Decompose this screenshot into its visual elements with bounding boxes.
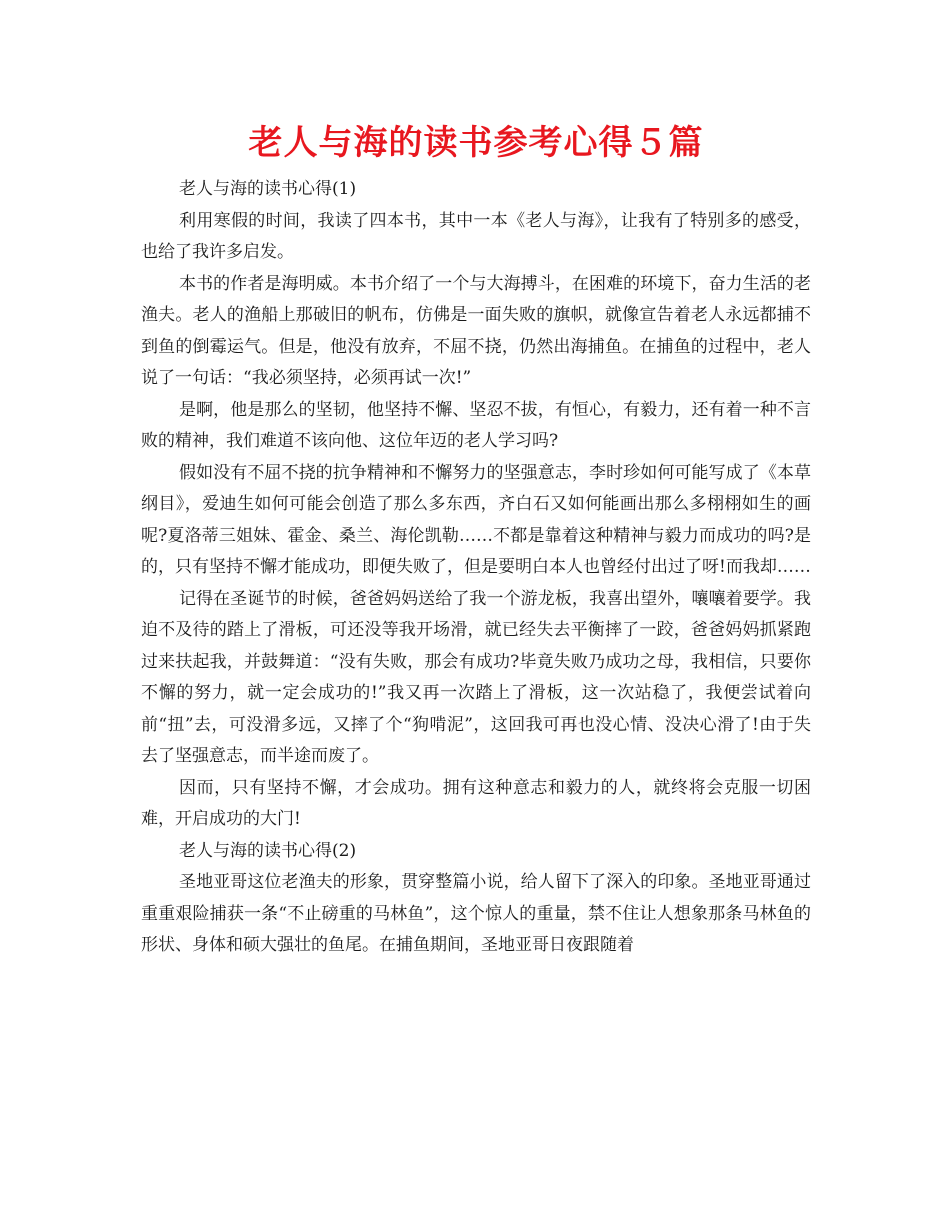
paragraph: 利用寒假的时间，我读了四本书，其中一本《老人与海》，让我有了特别多的感受，也给了我许多启发。	[141, 210, 811, 262]
paragraph: 是啊，他是那么的坚韧，他坚持不懈、坚忍不拔，有恒心，有毅力，还有着一种不言败的精神，我们难道不该向他、这位年迈的老人学习吗?	[141, 399, 811, 451]
paragraph: 因而，只有坚持不懈，才会成功。拥有这种意志和毅力的人，就终将会克服一切困难，开启成功的大门!	[141, 777, 811, 829]
paragraph: 圣地亚哥这位老渔夫的形象，贯穿整篇小说，给人留下了深入的印象。圣地亚哥通过重重艰险捕获一条“不止磅重的马林鱼”，这个惊人的重量，禁不住让人想象那条马林鱼的形状、身体和硕大强壮的鱼尾。在捕鱼期间，圣地亚哥日夜跟随着	[141, 872, 811, 955]
paragraph: 本书的作者是海明威。本书介绍了一个与大海搏斗，在困难的环境下，奋力生活的老渔夫。老人的渔船上那破旧的帆布，仿佛是一面失败的旗帜，就像宣告着老人永远都捕不到鱼的倒霉运气。但是，他没有放弃，不屈不挠，仍然出海捕鱼。在捕鱼的过程中，老人说了一句话：“我必须坚持，必须再试一次!”	[141, 273, 811, 388]
paragraph: 假如没有不屈不挠的抗争精神和不懈努力的坚强意志，李时珍如何可能写成了《本草纲目》，爱迪生如何可能会创造了那么多东西，齐白石又如何能画出那么多栩栩如生的画呢?夏洛蒂三姐妹、霍金、桑兰、海伦凯勒……不都是靠着这种精神与毅力而成功的吗?是的，只有坚持不懈才能成功，即便失败了，但是要明白本人也曾经付出过了呀!而我却……	[141, 462, 811, 577]
section-heading-1: 老人与海的读书心得(1)	[179, 179, 357, 199]
document-page	[141, 118, 811, 962]
section-heading-2: 老人与海的读书心得(2)	[179, 840, 357, 861]
paragraph: 记得在圣诞节的时候，爸爸妈妈送给了我一个游龙板，我喜出望外，嚷嚷着要学。我迫不及待的踏上了滑板，可还没等我开场滑，就已经失去平衡摔了一跤，爸爸妈妈抓紧跑过来扶起我，并鼓舞道：“没有失败，那会有成功?毕竟失败乃成功之母，我相信，只要你不懈的努力，就一定会成功的!”我又再一次踏上了滑板，这一次站稳了，我便尝试着向前“扭”去，可没滑多远，又摔了个“狗啃泥”，这回我可再也没心情、没决心滑了!由于失去了坚强意志，而半途而废了。	[141, 588, 811, 766]
document-title: 老人与海的读书参考心得５篇	[248, 123, 704, 163]
